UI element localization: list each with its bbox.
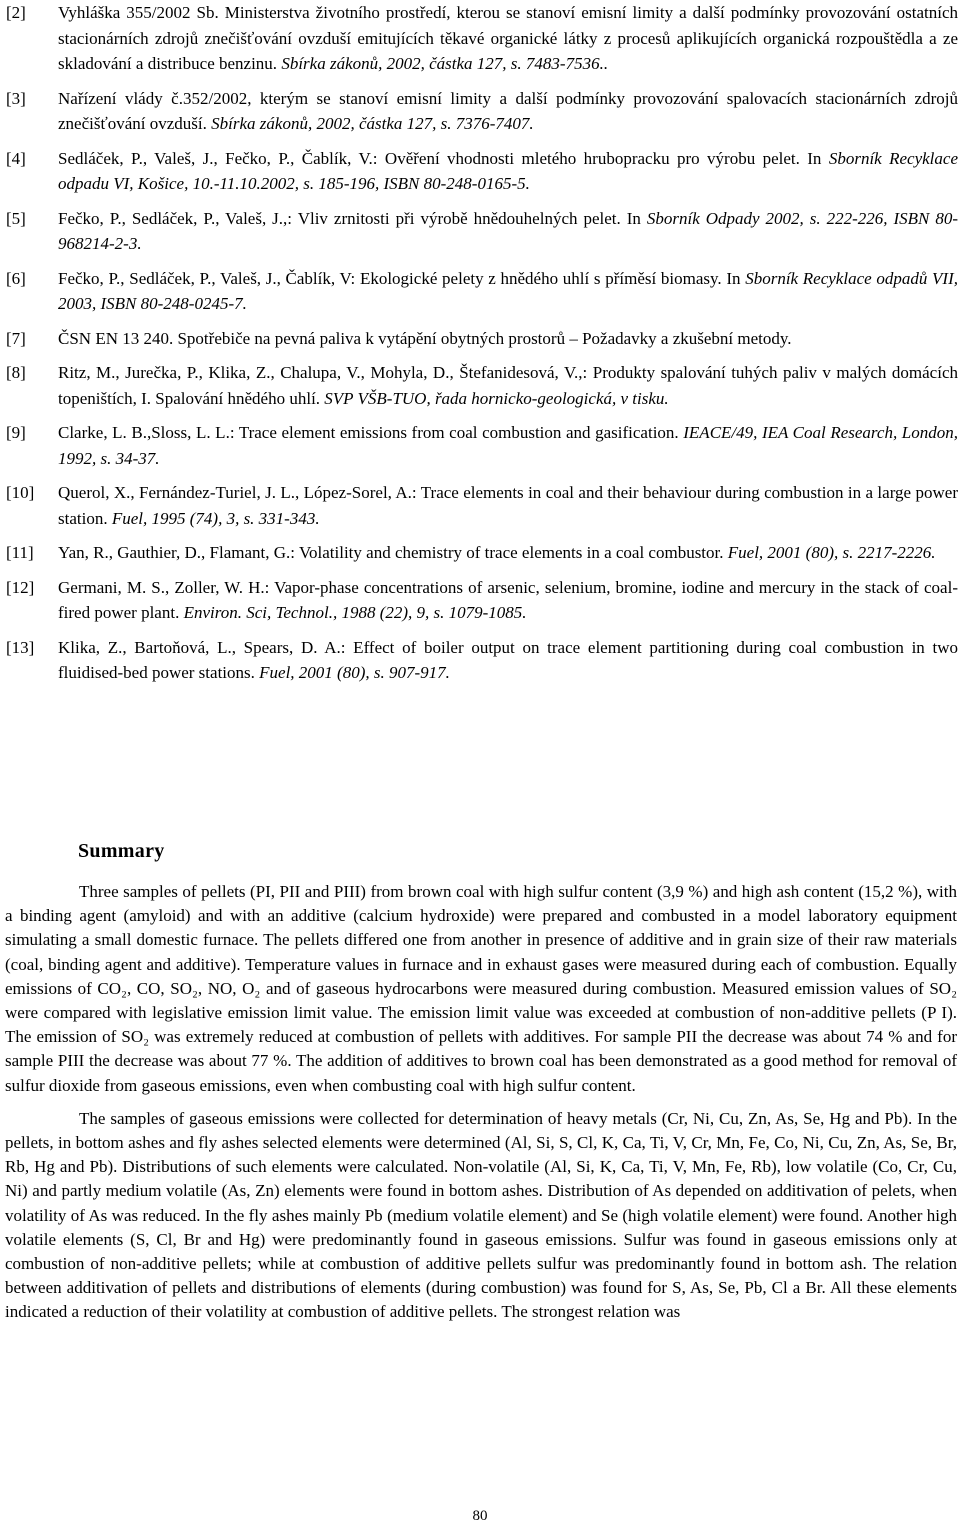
reference-text: Fečko, P., Sedláček, P., Valeš, J.,: Vliv zrnitosti při výrobě hnědouhelných pelet. In Sborník Odpady 2002, s. 222-226, ISBN 80-968214-2-3.: [58, 208, 958, 253]
reference-text: Sedláček, P., Valeš, J., Fečko, P., Čablík, V.: Ověření vhodnosti mletého hrubopracku pro výrobu pelet. In Sborník Recyklace odpadu VI, Košice, 10.-11.10.2002, s. 185-196, ISBN 80-248-0165-5.: [58, 148, 958, 193]
reference-number: [2]: [6, 3, 26, 22]
reference-source: Fuel, 2001 (80), s. 2217-2226.: [723, 543, 936, 562]
reference-source: Sborník Recyklace odpadů VII, 2003, ISBN 80-248-0245-7.: [58, 268, 958, 313]
reference-source: Sbírka zákonů, 2002, částka 127, s. 7376-7407.: [206, 114, 534, 133]
reference-source: Fuel, 2001 (80), s. 907-917.: [254, 663, 450, 682]
reference-text: Nařízení vlády č.352/2002, kterým se stanoví emisní limity a další podmínky provozování spalovacích stacionárních zdrojů znečišťování ovzduší. Sbírka zákonů, 2002, částka 127, s. 7376-7407.: [58, 88, 958, 133]
reference-text: Clarke, L. B.,Sloss, L. L.: Trace element emissions from coal combustion and gasification. IEACE/49, IEA Coal Research, London, 1992, s. 34-37.: [58, 423, 958, 468]
reference-item: [6, 146, 958, 197]
reference-text: Germani, M. S., Zoller, W. H.: Vapor-phase concentrations of arsenic, selenium, bromine, iodine and mercury in the stack of coal-fired power plant. Environ. Sci, Technol., 1988 (22), 9, s. 1079-1085.: [58, 577, 958, 622]
reference-number: [8]: [6, 363, 26, 382]
summary-paragraph: The samples of gaseous emissions were collected for determination of heavy metals (Cr, Ni, Cu, Zn, As, Se, Hg and Pb). In the pellets, in bottom ashes and fly ashes selected elements were determined (Al, Si, S, Cl, K, Ca, Ti, V, Cr, Mn, Fe, Co, Ni, Cu, Zn, As, Se, Br, Rb, Hg and Pb). Distributions of such elements were calculated. Non-volatile (Al, Si, K, Ca, Ti, V, Mn, Fe, Rb), low volatile (Co, Cr, Cu, Ni) and partly medium volatile (As, Zn) elements were found in bottom ashes. Distribution of As depended on additivation of pelets, when volatility of As was reduced. In the fly ashes mainly Pb (medium volatile element) and Se (high volatile element) were found. Another high volatile elements (S, Cl, Br and Hg) were predominantly found in gaseous emissions. Sulfur was found in gaseous emissions only at combustion of non-additive pellets; while at combustion of additive pellets sulfur was predominantly found in bottom ash. The relation between additivation of pellets and distributions of elements (during combustion) was found for S, As, Se, Pb, Cl a Br. All these elements indicated a reduction of their volatility at combustion of additive pellets. The strongest relation was: [5, 1108, 957, 1322]
summary-heading: Summary: [78, 840, 165, 862]
reference-text: Vyhláška 355/2002 Sb. Ministerstva životního prostředí, kterou se stanoví emisní limity a další podmínky provozování ostatních stacionárních zdrojů znečišťování ovzduší emitujících těkavé organické látky z procesů aplikujících organická rozpouštědla a ze skladování a distribuce benzinu. Sbírka zákonů, 2002, částka 127, s. 7483-7536..: [58, 3, 958, 73]
reference-source: IEACE/49, IEA Coal Research, London, 1992, s. 34-37.: [58, 423, 958, 468]
page-number: 80: [472, 1508, 488, 1524]
reference-item: [6, 266, 958, 317]
reference-number: [13]: [6, 637, 35, 657]
reference-item: [6, 86, 958, 137]
reference-number: [9]: [6, 423, 26, 442]
reference-item: [6, 480, 958, 531]
reference-source: SVP VŠB-TUO, řada hornicko-geologická, v tisku.: [320, 388, 669, 408]
reference-number: [10]: [6, 483, 35, 502]
reference-number: [7]: [6, 328, 26, 348]
summary-paragraph: Three samples of pellets (PI, PII and PIII) from brown coal with high sulfur content (3,9 %) and high ash content (15,2 %), with a binding agent (amyloid) and with an additive (calcium hydroxide) were prepared and combusted in a model laboratory equipment simulating a small domestic furnace. The pellets differed one from another in presence of additive and in grain size of their raw materials (coal, binding agent and additive). Temperature values in furnace and in exhaust gases were measured during each of combustion. Equally emissions of CO₂, CO, SO₂, NO, O₂ and of gaseous hydrocarbons were measured during combustion. Measured emission values of SO₂ were compared with legislative emission limit value. The emission limit value was exceeded at combustion of non-additive pellets (P I). The emission of SO₂ was extremely reduced at combustion of pellets with additives. For sample PII the decrease was about 74 % and for sample PIII the decrease was about 77 %. The addition of additives to brown coal has been demonstrated as a good method for removal of sulfur dioxide from gaseous emissions, even when combusting coal with high sulfur content.: [5, 882, 957, 1095]
reference-source: Environ. Sci, Technol., 1988 (22), 9, s. 1079-1085.: [179, 603, 527, 622]
reference-text: Yan, R., Gauthier, D., Flamant, G.: Volatility and chemistry of trace elements in a coal combustor. Fuel, 2001 (80), s. 2217-2226.: [58, 543, 936, 562]
reference-text: ČSN EN 13 240. Spotřebiče na pevná paliva k vytápění obytných prostorů – Požadavky a zkušební metody.: [58, 328, 792, 348]
reference-number: [3]: [6, 88, 26, 108]
reference-item: [6, 540, 958, 566]
reference-source: Sbírka zákonů, 2002, částka 127, s. 7483-7536..: [277, 54, 609, 73]
reference-source: Sborník Odpady 2002, s. 222-226, ISBN 80-968214-2-3.: [58, 208, 958, 253]
reference-item: [6, 635, 958, 686]
reference-item: [6, 206, 958, 257]
reference-source: Sborník Recyklace odpadu VI, Košice, 10.-11.10.2002, s. 185-196, ISBN 80-248-0165-5.: [58, 148, 958, 193]
reference-number: [12]: [6, 577, 35, 597]
reference-list: [6, 0, 958, 686]
reference-item: [6, 420, 958, 471]
reference-number: [11]: [6, 543, 34, 562]
reference-number: [6]: [6, 268, 26, 288]
reference-text: Fečko, P., Sedláček, P., Valeš, J., Čablík, V: Ekologické pelety z hnědého uhlí s příměsí biomasy. In Sborník Recyklace odpadů VII, 2003, ISBN 80-248-0245-7.: [58, 268, 958, 313]
reference-number: [4]: [6, 148, 26, 168]
reference-number: [5]: [6, 208, 26, 228]
reference-item: [6, 0, 958, 77]
reference-text: Ritz, M., Jurečka, P., Klika, Z., Chalupa, V., Mohyla, D., Štefanidesová, V.,: Produkty spalování tuhých paliv v malých domácích topeništích, I. Spalování hnědého uhlí. SVP VŠB-TUO, řada hornicko-geologická, v tisku.: [58, 363, 958, 408]
reference-source: Fuel, 1995 (74), 3, s. 331-343.: [107, 508, 320, 528]
reference-text: Querol, X., Fernández-Turiel, J. L., López-Sorel, A.: Trace elements in coal and their behaviour during combustion in a large power station. Fuel, 1995 (74), 3, s. 331-343.: [58, 483, 958, 528]
summary-section: [5, 880, 957, 1325]
reference-text: Klika, Z., Bartoňová, L., Spears, D. A.: Effect of boiler output on trace element partitioning during coal combustion in two fluidised-bed power stations. Fuel, 2001 (80), s. 907-917.: [58, 637, 958, 682]
reference-item: [6, 575, 958, 626]
reference-item: [6, 360, 958, 411]
reference-item: [6, 326, 958, 352]
